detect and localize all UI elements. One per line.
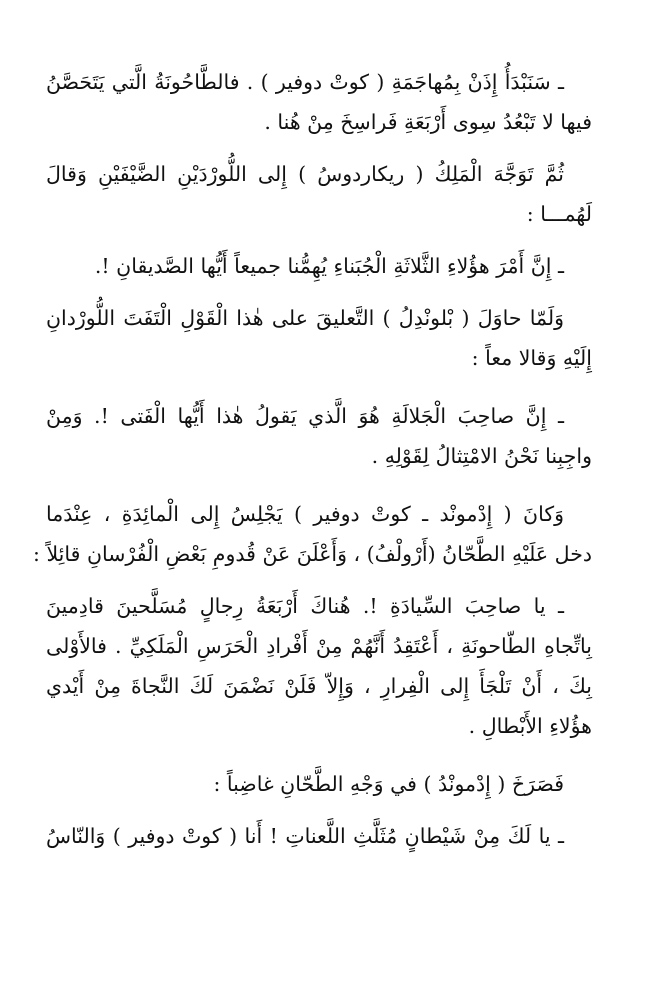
text-line: ـ سَنَبْدَأُ إِذَنْ بِمُهاجَمَةِ ( كوتْ دوفير ) . فالطَّاحُونَةُ الَّتي يَتَحَصَّنُ — [46, 70, 564, 94]
paragraph-narration — [33, 494, 592, 574]
text-line: ـ إِنَّ صاحِبَ الْجَلالَةِ هُوَ الَّذي يَقولُ هٰذا أَيُّها الْفَتى !. وَمِنْ — [46, 404, 564, 428]
text-line: هؤُلاءِ الأَبْطالِ . — [468, 714, 592, 738]
text-line: ـ يا صاحِبَ السِّيادَةِ !. هُناكَ أَرْبَعَةُ رِجالٍ مُسَلَّحينَ قادِمينَ — [46, 594, 564, 618]
text-line: وَكانَ ( إِدْمونْد ـ كوتْ دوفير ) يَجْلِسُ إِلى الْمائِدَةِ ، عِنْدَما — [46, 502, 564, 526]
paragraph-narration — [46, 154, 592, 234]
text-line: ثُمَّ تَوَجَّهَ الْمَلِكُ ( ريكاردوسُ ) إِلى اللُّورْدَيْنِ الضَّيْفَيْنِ وَقالَ — [46, 162, 564, 186]
text-line: بِكَ ، أَنْ تَلْجَأَ إِلى الْفِرارِ ، وَإِلاّ فَلَنْ نَضْمَنَ لَكَ النَّجاةَ مِنْ أَيْدي — [46, 674, 592, 698]
paragraph-dialogue — [46, 62, 592, 142]
text-line: فَصَرَخَ ( إِدْمونْدُ ) في وَجْهِ الطَّحّانِ غاضِباً : — [213, 772, 564, 796]
text-line: واجِبِنا نَحْنُ الامْتِثالُ لِقَوْلِهِ . — [371, 444, 592, 468]
paragraph-dialogue — [46, 816, 592, 856]
paragraph-dialogue — [46, 586, 592, 746]
text-line: إِلَيْهِ وَقالا معاً : — [471, 346, 592, 370]
text-line: بِاتِّجاهِ الطّاحونَةِ ، أَعْتَقِدُ أَنَّهُمْ مِنْ أَفْرادِ الْحَرَسِ الْمَلَكِيِّ . فالأَوْلى — [46, 634, 592, 658]
text-line: لَهُمـــا : — [526, 202, 592, 226]
paragraph-dialogue — [46, 246, 592, 286]
text-line: ـ إِنَّ أَمْرَ هؤُلاءِ الثَّلاثَةِ الْجُبَناءِ يُهِمُّنا جميعاً أَيُّها الصَّديقانِ !. — [94, 254, 564, 278]
text-line: فيها لا تَبْعُدُ سِوى أَرْبَعَةِ فَراسِخَ مِنْ هُنا . — [264, 110, 592, 134]
paragraph-narration — [46, 298, 592, 378]
text-line: وَلَمّا حاوَلَ ( بْلونْدِلُ ) التَّعليقَ على هٰذا الْقَوْلِ الْتَفَتَ اللُّورْدانِ — [46, 306, 564, 330]
text-line: ـ يا لَكَ مِنْ شَيْطانٍ مُثَلَّثِ اللَّعناتِ ! أَنا ( كوتْ دوفير ) وَالنّاسُ — [46, 824, 564, 848]
paragraph-dialogue — [46, 396, 592, 476]
text-line: دخل عَلَيْهِ الطَّحّانُ (أَرْولْفُ) ، وَأَعْلَنَ عَنْ قُدومِ بَعْضِ الْفُرْسانِ قائِلاً : — [33, 542, 592, 566]
paragraph-narration — [46, 764, 592, 804]
